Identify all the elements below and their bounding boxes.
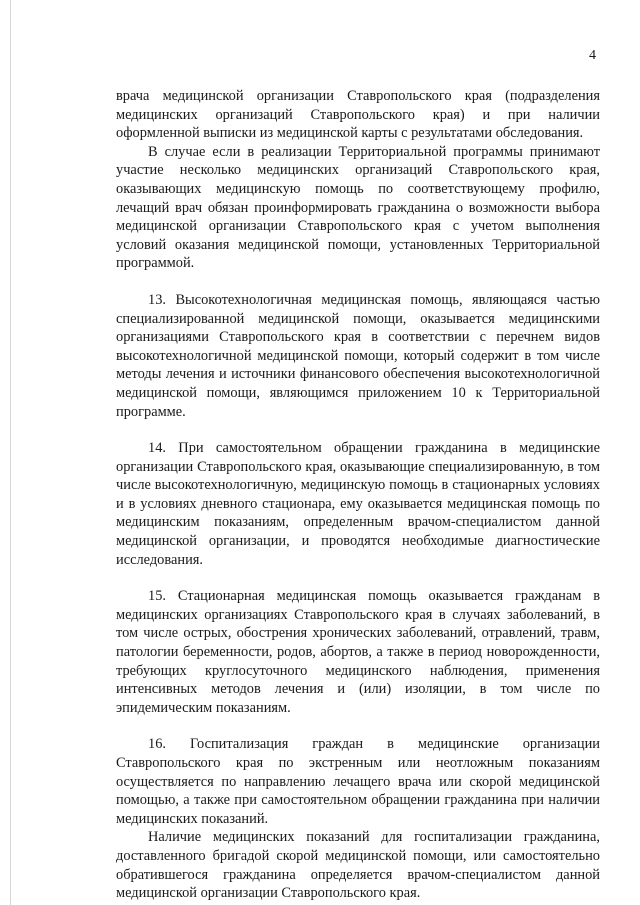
paragraph-item-16-continuation: Наличие медицинских показаний для госпитализации гражданина, доставленного бригадой скорой медицинской помощи, или самостоятельно обратившегося гражданина определяется врачом-специалистом данной медицинской организации Ставропольского края. xyxy=(116,829,600,902)
paragraph-item-15: 15. Стационарная медицинская помощь оказывается гражданам в медицинских организациях Ставропольского края в случаях заболеваний, в том числе острых, обострения хронических заболеваний, отравлений, травм, патологии беременности, родов, абортов, а также в период новорожденности, требующих круглосуточного медицинского наблюдения, применения интенсивных методов лечения и (или) изоляции, в том числе по эпидемическим показаниям. xyxy=(116,588,600,716)
page-number: 4 xyxy=(589,48,596,63)
paragraph-item-13: 13. Высокотехнологичная медицинская помощь, являющаяся частью специализированной медицинской помощи, оказывается медицинскими организациями Ставропольского края в соответствии с перечнем видов высокотехнологичной медицинской помощи, который содержит в том числе методы лечения и источники финансового обеспечения высокотехнологичной медицинской помощи, являющимся приложением 10 к Территориальной программе. xyxy=(116,291,600,420)
paragraph-item-14: 14. При самостоятельном обращении гражданина в медицинские организации Ставропольского края, оказывающие специализированную, в том числе высокотехнологичную, медицинскую помощь в стационарных условиях и в условиях дневного стационара, ему оказывается медицинская помощь по медицинским показаниям, определенным врачом-специалистом данной медицинской организации, и проводятся необходимые диагностические исследования. xyxy=(116,440,600,568)
paragraph-continuation: врача медицинской организации Ставропольского края (подразделения медицинских организаций Ставропольского края) и при наличии оформленной выписки из медицинской карты с результатами обследования. xyxy=(116,88,600,142)
document-body xyxy=(116,87,600,903)
paragraph-several-organizations: В случае если в реализации Территориальной программы принимают участие несколько медицинских организаций Ставропольского края, оказывающих медицинскую помощь по соответствующему профилю, лечащий врач обязан проинформировать гражданина о возможности выбора медицинской организации Ставропольского края с учетом выполнения условий оказания медицинской помощи, установленных Территориальной программой. xyxy=(116,143,600,272)
scan-edge-line xyxy=(10,0,11,905)
paragraph-item-16: 16. Госпитализация граждан в медицинские организации Ставропольского края по экстренным или неотложным показаниям осуществляется по направлению лечащего врача или скорой медицинской помощью, а также при самостоятельном обращении гражданина при наличии медицинских показаний. xyxy=(116,736,600,827)
